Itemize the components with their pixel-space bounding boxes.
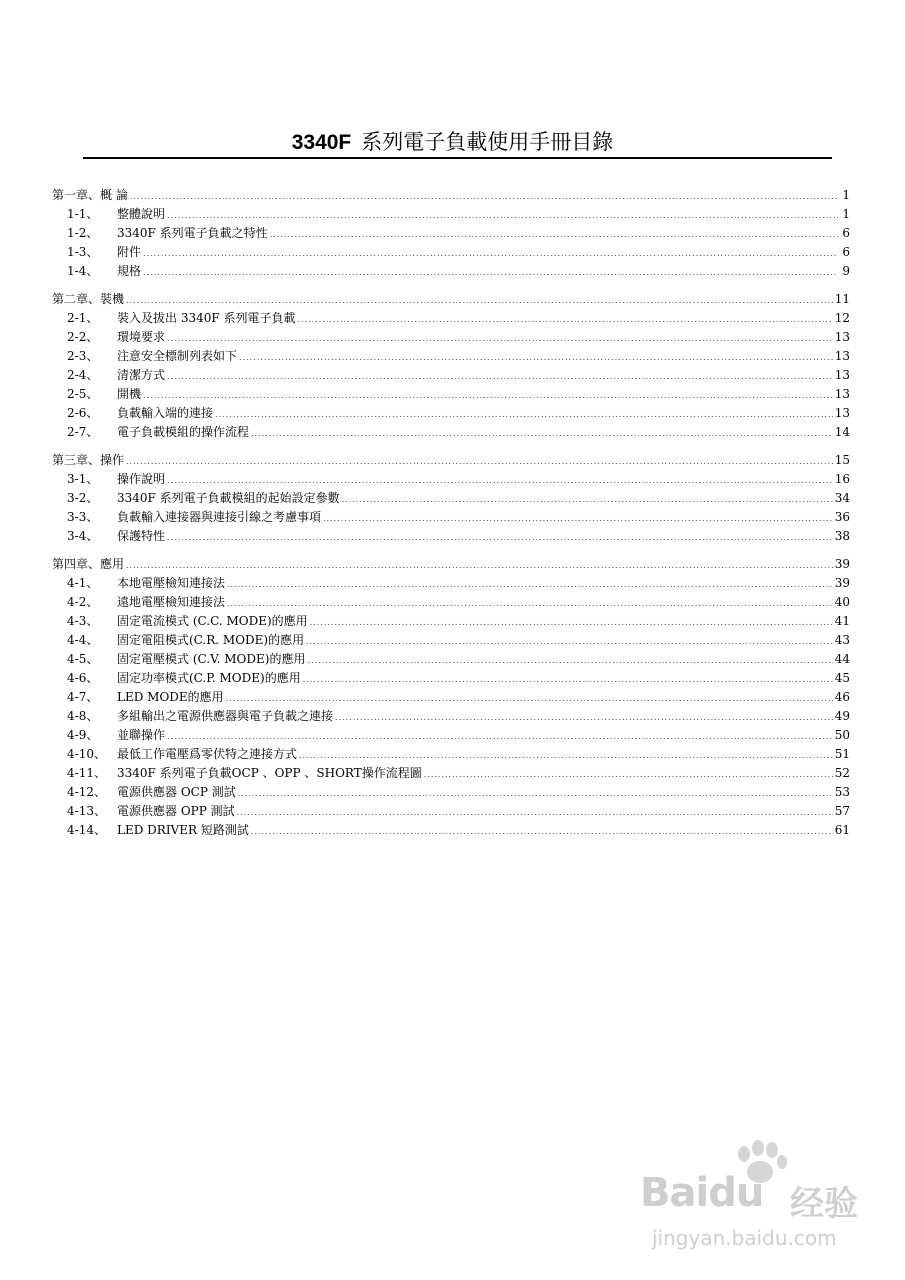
toc-page-number: 36 [834,510,850,524]
toc-dot-leader [270,225,838,244]
toc-entry-label: 規格 [117,264,142,278]
toc-section-number: 4-9、 [67,728,99,742]
toc-entry-label: 多組輸出之電源供應器與電子負載之連接 [117,709,334,723]
toc-entry-label: 第三章、操作 [52,453,125,467]
toc-section-entry[interactable] [52,764,850,783]
watermark-jingyan: 经验 [790,1184,858,1224]
toc-entry-label: 清潔方式 [117,368,166,382]
toc-page-number: 13 [834,330,850,344]
toc-page-number: 16 [834,472,850,486]
toc-entry-label: 第一章、概 論 [52,188,128,202]
toc-section-entry[interactable] [52,707,850,726]
toc-section-entry[interactable] [52,574,850,593]
toc-section-number: 4-5、 [67,652,99,666]
toc-section-entry[interactable] [52,366,850,385]
toc-entry-label: 負載輸入連接器與連接引線之考慮事項 [117,510,322,524]
toc-dot-leader [143,244,838,263]
toc-page-number: 52 [834,766,850,780]
toc-entry-label: 固定電壓模式 (C.V. MODE)的應用 [117,652,306,666]
toc-section-entry[interactable] [52,669,850,688]
toc-dot-leader [307,651,832,670]
toc-section-entry[interactable] [52,612,850,631]
toc-page-number: 61 [834,823,850,837]
toc-section-number: 4-6、 [67,671,99,685]
toc-section-entry[interactable] [52,262,850,281]
table-of-contents [52,186,850,840]
toc-entry-label: 環境要求 [117,330,166,344]
toc-dot-leader [342,490,833,509]
toc-entry-label: 整體說明 [117,207,166,221]
toc-section-number: 1-3、 [67,245,99,259]
toc-entry-label: 負載輸入端的連接 [117,406,214,420]
toc-dot-leader [167,367,833,386]
toc-section-number: 4-1、 [67,576,99,590]
toc-entry-label: 開機 [117,387,142,401]
toc-section-number: 2-5、 [67,387,99,401]
toc-entry-label: 電源供應器 OCP 測試 [117,785,236,799]
toc-page-number: 38 [834,529,850,543]
toc-section-number: 3-4、 [67,529,99,543]
toc-page-number: 46 [834,690,850,704]
toc-dot-leader [251,424,833,443]
toc-page-number: 12 [834,311,850,325]
toc-dot-leader [227,575,833,594]
toc-entry-label: LED DRIVER 短路測試 [117,823,249,837]
toc-page-number: 57 [834,804,850,818]
toc-dot-leader [298,310,833,329]
toc-section-entry[interactable] [52,470,850,489]
toc-page-number: 13 [834,349,850,363]
toc-section-entry[interactable] [52,489,850,508]
toc-dot-leader [424,765,833,784]
toc-page-number: 34 [834,491,850,505]
toc-dot-leader [215,405,833,424]
toc-section-entry[interactable] [52,802,850,821]
watermark-url: jingyan.baidu.com [652,1226,837,1250]
toc-dot-leader [143,386,833,405]
toc-entry-label: 遠地電壓檢知連接法 [117,595,226,609]
toc-page-number: 11 [834,292,850,306]
toc-section-number: 4-2、 [67,595,99,609]
toc-dot-leader [227,594,833,613]
toc-section-entry[interactable] [52,423,850,442]
toc-section-number: 4-4、 [67,633,99,647]
toc-dot-leader [143,263,838,282]
toc-entry-label: 3340F 系列電子負載模組的起始設定參數 [117,491,340,505]
toc-page-number: 49 [834,709,850,723]
toc-dot-leader [310,613,833,632]
toc-dot-leader [167,727,833,746]
toc-dot-leader [126,556,833,575]
toc-section-number: 3-3、 [67,510,99,524]
toc-section-number: 4-3、 [67,614,99,628]
toc-section-entry[interactable] [52,404,850,423]
toc-section-entry[interactable] [52,224,850,243]
toc-entry-label: 注意安全標制列表如下 [117,349,238,363]
toc-chapter-entry[interactable] [52,555,850,574]
toc-dot-leader [167,471,833,490]
toc-page-number: 6 [842,245,850,259]
toc-section-entry[interactable] [52,328,850,347]
toc-entry-label: 操作說明 [117,472,166,486]
toc-section-entry[interactable] [52,527,850,546]
toc-page-number: 40 [834,595,850,609]
toc-section-number: 4-11、 [67,766,106,780]
toc-section-entry[interactable] [52,243,850,262]
toc-entry-label: 電子負載模組的操作流程 [117,425,250,439]
toc-section-number: 1-4、 [67,264,99,278]
toc-page-number: 39 [834,576,850,590]
toc-section-entry[interactable] [52,783,850,802]
toc-section-number: 4-7、 [67,690,99,704]
toc-dot-leader [238,784,833,803]
toc-section-entry[interactable] [52,631,850,650]
toc-dot-leader [303,670,833,689]
toc-section-entry[interactable] [52,205,850,224]
toc-section-number: 2-3、 [67,349,99,363]
toc-section-entry[interactable] [52,726,850,745]
toc-section-entry[interactable] [52,347,850,366]
toc-section-number: 2-1、 [67,311,99,325]
toc-page-number: 9 [842,264,850,278]
toc-section-entry[interactable] [52,821,850,840]
toc-chapter-entry[interactable] [52,186,850,205]
toc-entry-label: 保護特性 [117,529,166,543]
toc-section-number: 3-2、 [67,491,99,505]
title-model-code: 3340F [291,131,352,154]
toc-dot-leader [126,452,833,471]
toc-section-number: 4-12、 [67,785,106,799]
toc-entry-label: 固定功率模式(C.P. MODE)的應用 [117,671,301,685]
toc-page-number: 41 [834,614,850,628]
toc-section-entry[interactable] [52,385,850,404]
toc-section-entry[interactable] [52,508,850,527]
toc-dot-leader [167,206,838,225]
toc-page-number: 39 [834,557,850,571]
toc-section-number: 1-1、 [67,207,99,221]
toc-section-number: 2-2、 [67,330,99,344]
toc-section-number: 2-7、 [67,425,99,439]
toc-section-number: 4-13、 [67,804,106,818]
page-title [0,128,905,157]
toc-dot-leader [306,632,833,651]
toc-section-number: 2-6、 [67,406,99,420]
toc-page-number: 50 [834,728,850,742]
toc-entry-label: 第四章、應用 [52,557,125,571]
toc-entry-label: 固定電流模式 (C.C. MODE)的應用 [117,614,308,628]
toc-dot-leader [299,746,833,765]
toc-page-number: 1 [842,207,850,221]
toc-page-number: 13 [834,368,850,382]
toc-entry-label: 本地電壓檢知連接法 [117,576,226,590]
toc-entry-label: 最低工作電壓爲零伏特之連接方式 [117,747,298,761]
toc-section-number: 2-4、 [67,368,99,382]
title-text: 系列電子負載使用手冊目錄 [361,130,614,154]
toc-section-number: 4-10、 [67,747,106,761]
toc-dot-leader [130,187,838,206]
toc-dot-leader [239,348,833,367]
toc-page-number: 53 [834,785,850,799]
toc-entry-label: 第二章、裝機 [52,292,125,306]
toc-dot-leader [335,708,833,727]
toc-section-entry[interactable] [52,688,850,707]
toc-dot-leader [226,689,833,708]
toc-page-number: 44 [834,652,850,666]
baidu-jingyan-watermark [640,1140,880,1250]
toc-entry-label: 3340F 系列電子負載之特性 [117,226,268,240]
toc-section-number: 4-14、 [67,823,106,837]
toc-section-number: 1-2、 [67,226,99,240]
watermark-brand: Baidu [640,1170,764,1216]
toc-dot-leader [167,329,833,348]
toc-section-number: 4-8、 [67,709,99,723]
toc-page-number: 1 [842,188,850,202]
toc-page-number: 15 [834,453,850,467]
toc-section-entry[interactable] [52,309,850,328]
toc-section-entry[interactable] [52,593,850,612]
toc-entry-label: 附件 [117,245,142,259]
toc-dot-leader [323,509,833,528]
toc-section-number: 3-1、 [67,472,99,486]
toc-page-number: 14 [834,425,850,439]
toc-dot-leader [237,803,833,822]
toc-chapter-entry[interactable] [52,451,850,470]
toc-page-number: 6 [842,226,850,240]
toc-entry-label: 並聯操作 [117,728,166,742]
toc-entry-label: 電源供應器 OPP 測試 [117,804,235,818]
toc-entry-label: 裝入及拔出 3340F 系列電子負載 [117,311,296,325]
toc-chapter-entry[interactable] [52,290,850,309]
toc-entry-label: LED MODE的應用 [117,690,224,704]
toc-page-number: 43 [834,633,850,647]
toc-dot-leader [167,528,833,547]
toc-page-number: 45 [834,671,850,685]
toc-entry-label: 3340F 系列電子負載OCP 、OPP 、SHORT操作流程圖 [117,766,422,780]
toc-page-number: 13 [834,387,850,401]
toc-section-entry[interactable] [52,650,850,669]
toc-dot-leader [126,291,833,310]
toc-section-entry[interactable] [52,745,850,764]
title-underline [83,157,832,159]
toc-page-number: 51 [834,747,850,761]
toc-dot-leader [251,822,833,841]
toc-page-number: 13 [834,406,850,420]
toc-entry-label: 固定電阻模式(C.R. MODE)的應用 [117,633,305,647]
